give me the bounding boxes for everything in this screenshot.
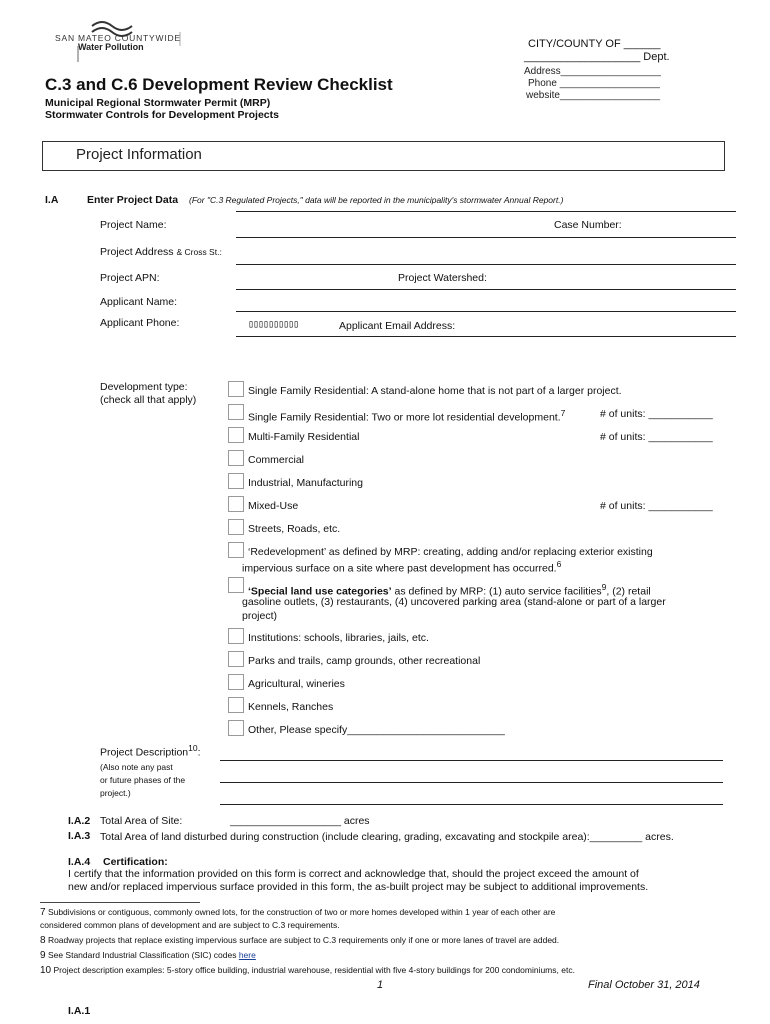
logo-org-line1: SAN MATEO COUNTYWIDE [55,33,181,43]
footnote-10-text: Project description examples: 5-story office building, industrial warehouse, residential with five 4-story buildings for 200 condominiums, etc. [53,965,575,975]
checkbox-sfr-standalone[interactable] [228,381,244,397]
label-parks-trails: Parks and trails, camp grounds, other recreational [248,655,481,667]
applicant-name-input[interactable] [236,311,736,312]
dept-field[interactable]: ___________________ Dept. [524,51,670,63]
project-address-label [100,246,222,258]
footnote-8-text: Roadway projects that replace existing impervious surface are subject to C.3 requirements only if one or more lanes of travel are added. [47,935,560,945]
disturbed-area-field[interactable]: Total Area of land disturbed during construction (include clearing, grading, excavating and stockpile area):_________ acres. [100,831,674,843]
footnote-ref-7: 7 [560,408,566,418]
project-apn-input[interactable] [236,289,736,290]
label-mixed-use: Mixed-Use [248,500,299,512]
next-section-code: I.A.1 [68,1005,91,1017]
label-redevelopment-line2-text: impervious surface on a site where past development has occurred. [242,562,557,575]
page-title: C.3 and C.6 Development Review Checklist [45,75,393,94]
label-commercial: Commercial [248,454,305,466]
units-field-sfr[interactable]: # of units: ___________ [600,408,713,420]
footnote-ref-6: 6 [556,559,562,569]
section-code-ia: I.A [45,194,59,206]
special-land-use-text-a: as defined by MRP: (1) auto service facilities [391,585,602,598]
footnote-7-cont: considered common plans of development and are subject to C.3 requirements. [40,920,340,930]
logo-org-line2: Water Pollution [78,42,144,52]
units-field-multi-family[interactable]: # of units: ___________ [600,431,713,443]
footnote-7 [40,907,555,918]
address-field[interactable]: Address__________________ [524,66,661,77]
section-title: Project Information [76,146,202,163]
footnote-9-number: 9 [40,950,46,961]
label-redevelopment-line1: ‘Redevelopment’ as defined by MRP: creating, adding and/or replacing exterior existing [248,546,653,558]
project-description-note-2: or future phases of the [100,775,186,785]
checkbox-redevelopment[interactable] [228,542,244,558]
applicant-email-label: Applicant Email Address: [339,320,456,332]
label-redevelopment-line2 [242,559,561,575]
checkbox-commercial[interactable] [228,450,244,466]
project-watershed-label: Project Watershed: [398,272,487,284]
label-sfr-multi-lot [248,408,565,424]
project-description-note-3: project.) [100,788,131,798]
enter-project-data-label: Enter Project Data [87,194,179,206]
footnote-ref-10: 10 [188,743,198,753]
development-type-label: Development type: [100,381,188,393]
footnote-10-number: 10 [40,965,52,976]
project-description-line-3[interactable] [220,804,723,805]
total-site-area-input[interactable]: ___________________ acres [230,815,370,827]
city-county-field[interactable]: CITY/COUNTY OF ______ [528,38,661,50]
checkbox-parks-trails[interactable] [228,651,244,667]
footnote-9 [40,950,256,961]
applicant-email-input[interactable] [236,336,736,337]
label-industrial: Industrial, Manufacturing [248,477,363,489]
label-streets-roads: Streets, Roads, etc. [248,523,341,535]
applicant-name-label: Applicant Name: [100,296,178,308]
checkbox-mixed-use[interactable] [228,496,244,512]
checkbox-industrial[interactable] [228,473,244,489]
certification-label: Certification: [103,856,168,868]
page-subtitle-2: Stormwater Controls for Development Projects [45,109,279,121]
checkbox-sfr-multi-lot[interactable] [228,404,244,420]
checkbox-multi-family[interactable] [228,427,244,443]
revision-date: Final October 31, 2014 [588,979,700,991]
units-field-mixed-use[interactable]: # of units: ___________ [600,500,713,512]
label-special-land-use-line2: gasoline outlets, (3) restaurants, (4) uncovered parking area (stand-alone or part of a larger [242,596,666,608]
applicant-phone-label: Applicant Phone: [100,317,180,329]
website-field[interactable]: website__________________ [526,90,661,101]
project-description-line-1[interactable] [220,760,723,761]
development-type-hint: (check all that apply) [100,394,197,406]
project-name-label: Project Name: [100,219,167,231]
label-kennels-ranches: Kennels, Ranches [248,701,334,713]
project-apn-label: Project APN: [100,272,160,284]
footnote-7-number: 7 [40,907,46,918]
section-code-ia4: I.A.4 [68,856,91,868]
special-land-use-bold: ‘Special land use categories’ [248,585,392,598]
label-multi-family: Multi-Family Residential [248,431,360,443]
total-site-area-label: Total Area of Site: [100,815,183,827]
cross-st-text: & Cross St.: [176,247,222,257]
footnote-7-text-a: Subdivisions or contiguous, commonly owned lots, for the construction of two or more homes developed within 1 year of each other are [47,907,556,917]
footnote-9-text: See Standard Industrial Classification (SIC) codes [47,950,237,960]
checkbox-kennels-ranches[interactable] [228,697,244,713]
project-description-line-2[interactable] [220,782,723,783]
label-agricultural: Agricultural, wineries [248,678,345,690]
checkbox-other[interactable] [228,720,244,736]
phone-field[interactable]: Phone __________________ [528,78,660,89]
footnote-8-number: 8 [40,935,46,946]
applicant-phone-input[interactable]: ▯▯▯▯▯▯▯▯▯▯ [248,319,299,330]
page-subtitle-1: Municipal Regional Stormwater Permit (MRP) [45,97,271,109]
footnote-ref-9: 9 [601,582,607,592]
checkbox-agricultural[interactable] [228,674,244,690]
special-land-use-text-b: , (2) retail [606,585,651,598]
section-code-ia3: I.A.3 [68,830,91,842]
project-name-input[interactable] [236,237,736,238]
checkbox-institutions[interactable] [228,628,244,644]
enter-project-data-note: (For "C.3 Regulated Projects," data will be reported in the municipality's stormwater Annual Report.) [189,195,564,205]
label-other[interactable]: Other, Please specify___________________________ [248,724,505,736]
footnote-10 [40,965,575,976]
footnote-8 [40,935,559,946]
certification-text-1: I certify that the information provided on this form is correct and acknowledge that, should the project exceed the amount of [68,868,639,880]
page-number: 1 [377,979,384,991]
label-sfr-multi-lot-text: Single Family Residential: Two or more lot residential development. [248,411,561,424]
divider-line [236,211,736,212]
checkbox-streets-roads[interactable] [228,519,244,535]
project-description-label [100,743,201,759]
footnote-separator [40,902,200,903]
sic-codes-link[interactable]: here [238,950,256,960]
project-address-text: Project Address [100,246,174,258]
project-description-note-1: (Also note any past [100,762,173,772]
project-description-colon: : [197,746,201,759]
label-institutions: Institutions: schools, libraries, jails, etc. [248,632,429,644]
checkbox-special-land-use[interactable] [228,577,244,593]
project-address-input[interactable] [236,264,736,265]
case-number-label: Case Number: [554,219,622,231]
certification-text-2: new and/or replaced impervious surface provided in this form, the as-built project may be subject to additional improvements. [68,881,649,893]
section-code-ia2: I.A.2 [68,815,91,827]
project-description-text: Project Description [100,746,189,759]
label-sfr-standalone: Single Family Residential: A stand-alone home that is not part of a larger project. [248,385,622,397]
label-special-land-use-line3: project) [242,610,278,622]
